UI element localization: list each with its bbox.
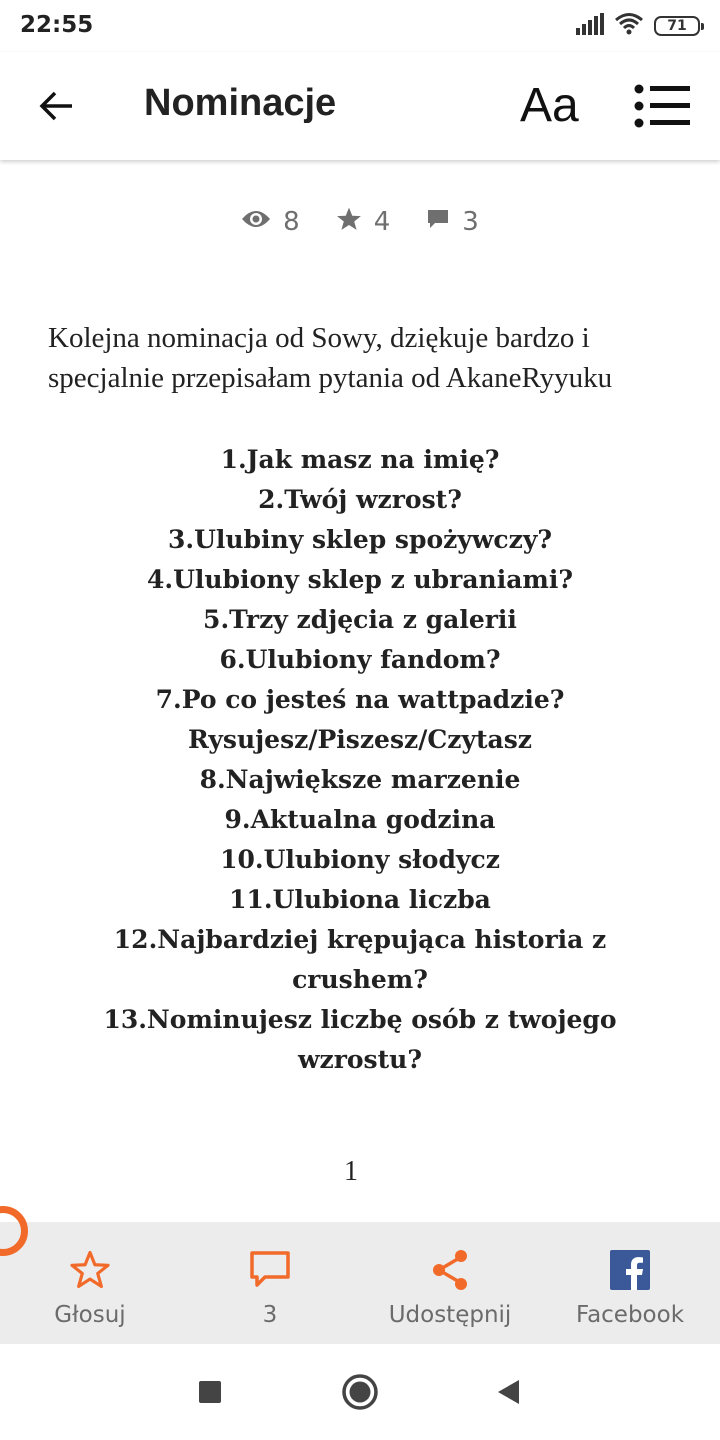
home-circle-icon <box>341 1373 379 1416</box>
views-count: 8 <box>283 207 300 237</box>
question-item: 3.Ulubiny sklep spożywczy? <box>167 525 552 554</box>
battery-indicator: 71 <box>654 16 700 36</box>
question-item: 4.Ulubiony sklep z ubraniami? <box>146 565 573 594</box>
page-title: Nominacje <box>144 82 337 124</box>
recents-button[interactable] <box>188 1372 232 1416</box>
question-item: 5.Trzy zdjęcia z galerii <box>203 605 517 634</box>
bottom-action-bar <box>0 1222 720 1344</box>
facebook-button[interactable] <box>540 1222 720 1344</box>
back-button[interactable] <box>32 84 80 132</box>
vote-label: Głosuj <box>54 1302 126 1328</box>
facebook-label: Facebook <box>575 1302 685 1328</box>
font-settings-button[interactable]: Aa <box>520 79 579 132</box>
star-icon <box>336 206 362 239</box>
comment-outline-icon <box>248 1248 292 1292</box>
arrow-left-icon <box>38 90 74 127</box>
comments-count: 3 <box>462 207 479 237</box>
intro-paragraph: Kolejna nominacja od Sowy, dziękuje bardzo i specjalnie przepisałam pytania od AkaneRyyuku <box>48 322 613 394</box>
status-icons <box>576 12 700 40</box>
top-app-bar <box>0 52 720 160</box>
question-item: 6.Ulubiony fandom? <box>219 645 501 674</box>
signal-icon <box>576 13 604 40</box>
comments-label: 3 <box>262 1302 278 1328</box>
table-of-contents-button[interactable] <box>632 84 692 128</box>
views-stat <box>241 207 300 237</box>
comments-stat <box>426 207 479 237</box>
eye-icon <box>241 207 271 237</box>
home-button[interactable] <box>338 1372 382 1416</box>
question-item: 8.Największe marzenie <box>199 765 521 794</box>
page-number: 1 <box>344 1156 358 1187</box>
question-item: 10.Ulubiony słodycz <box>220 845 500 874</box>
comment-icon <box>426 207 450 237</box>
question-item: 2.Twój wzrost? <box>258 485 462 514</box>
vote-button[interactable] <box>0 1222 180 1344</box>
question-item: 13.Nominujesz liczbę osób z twojego wzrostu? <box>103 1005 617 1074</box>
list-icon <box>632 115 692 132</box>
status-bar <box>0 0 720 52</box>
question-item: 1.Jak masz na imię? <box>220 445 500 474</box>
question-item: 12.Najbardziej krępująca historia z crushem? <box>113 925 607 994</box>
share-icon <box>428 1248 472 1292</box>
system-navigation-bar <box>0 1344 720 1440</box>
status-time: 22:55 <box>20 12 94 38</box>
question-item: 7.Po co jesteś na wattpadzie? Rysujesz/Piszesz/Czytasz <box>155 685 565 754</box>
square-icon <box>198 1380 222 1409</box>
wifi-icon <box>614 12 644 41</box>
facebook-icon <box>608 1248 652 1292</box>
star-outline-icon <box>68 1248 112 1292</box>
back-nav-button[interactable] <box>486 1372 530 1416</box>
votes-stat <box>336 206 391 239</box>
share-label: Udostępnij <box>388 1302 512 1328</box>
question-item: 9.Aktualna godzina <box>224 805 496 834</box>
triangle-back-icon <box>495 1378 521 1411</box>
share-button[interactable] <box>360 1222 540 1344</box>
story-content <box>48 318 672 1080</box>
questions-list <box>48 440 672 1080</box>
votes-count: 4 <box>373 207 391 237</box>
comments-button[interactable] <box>180 1222 360 1344</box>
part-stats <box>0 200 720 244</box>
question-item: 11.Ulubiona liczba <box>229 885 491 914</box>
